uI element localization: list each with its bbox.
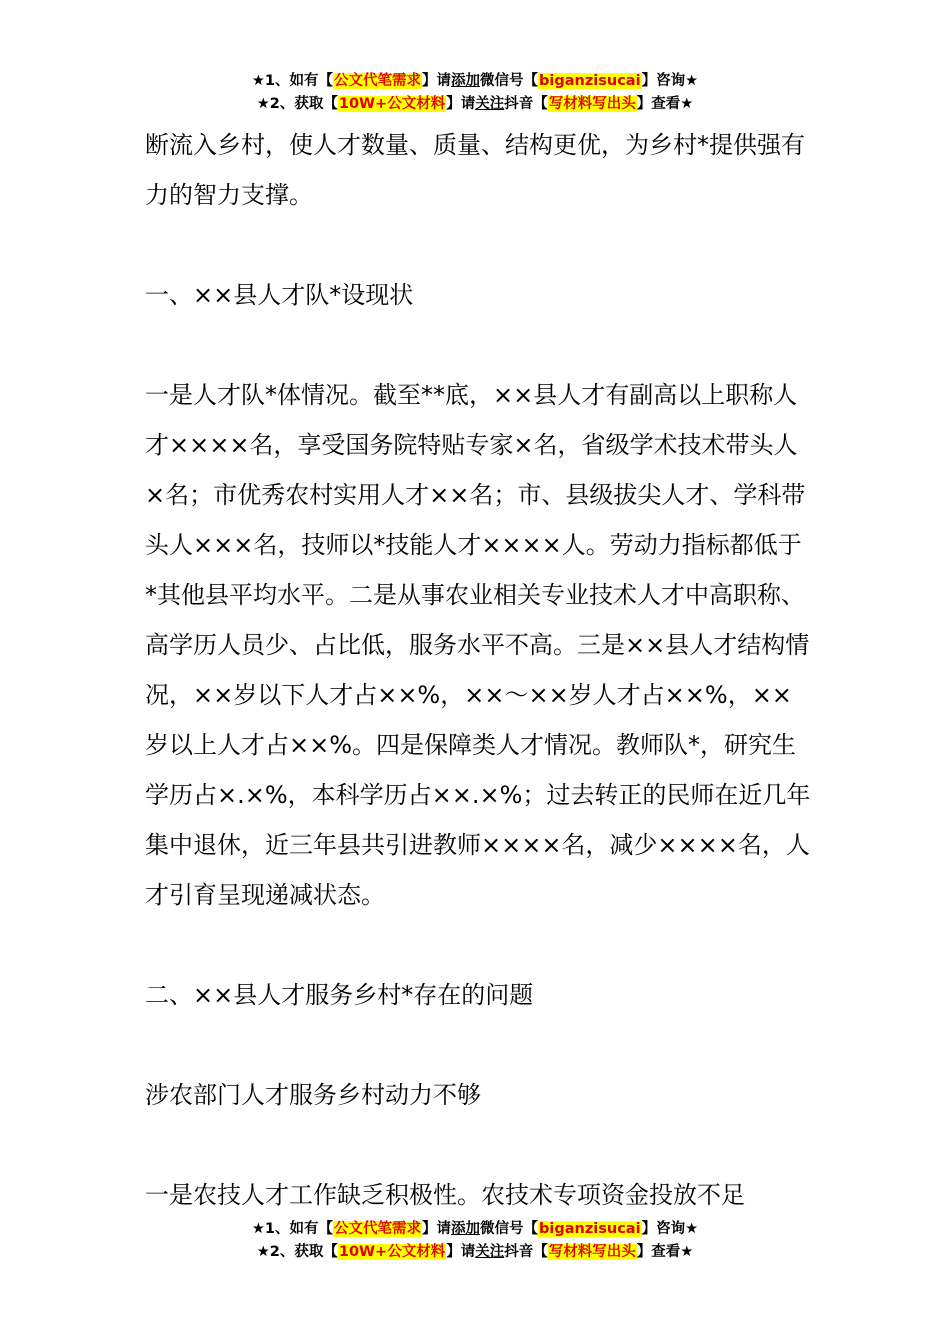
- paragraph-talent-status: 一是人才队*体情况。截至**底，××县人才有副高以上职称人才××××名，享受国务院特贴专家×名，省级学术技术带头人×名；市优秀农村实用人才××名；市、县级拔尖人才、学科带头人×××名，技师以*技能人才××××人。劳动力指标都低于*其他县平均水平。二是从事农业相关专业技术人才中高职称、高学历人员少、占比低，服务水平不高。三是××县人才结构情况，××岁以下人才占××%，××～××岁人才占××%，××岁以上人才占××%。四是保障类人才情况。教师队*，研究生学历占×.×%，本科学历占××.×%；过去转正的民师在近几年集中退休，近三年县共引进教师××××名，减少××××名，人才引育呈现递减状态。: [145, 381, 811, 909]
- sub-heading: 涉农部门人才服务乡村动力不够: [145, 1081, 481, 1109]
- douyin-id: 写材料写出头: [548, 1244, 636, 1260]
- header-banner-line-1: ★1、如有【公文代笔需求】请添加微信号【biganzisucai】咨询★: [251, 73, 699, 89]
- highlight-text: 公文代笔需求: [334, 1221, 422, 1237]
- intro-paragraph: 断流入乡村，使人才数量、质量、结构更优，为乡村*提供强有力的智力支撑。: [145, 131, 805, 209]
- footer-banner: [0, 1218, 950, 1264]
- wechat-id: biganzisucai: [539, 1221, 641, 1237]
- header-banner: [0, 70, 950, 116]
- footer-banner-line-2: ★2、获取【10W+公文材料】请关注抖音【写材料写出头】查看★: [256, 1244, 694, 1260]
- footer-banner-line-1: ★1、如有【公文代笔需求】请添加微信号【biganzisucai】咨询★: [251, 1221, 699, 1237]
- document-body: [145, 120, 813, 1220]
- highlight-text: 公文代笔需求: [334, 73, 422, 89]
- header-banner-line-2: ★2、获取【10W+公文材料】请关注抖音【写材料写出头】查看★: [256, 96, 694, 112]
- section-heading-2: 二、××县人才服务乡村*存在的问题: [145, 981, 534, 1009]
- highlight-text: 10W+公文材料: [338, 96, 446, 112]
- wechat-id: biganzisucai: [539, 73, 641, 89]
- section-heading-1: 一、××县人才队*设现状: [145, 281, 414, 309]
- highlight-text: 10W+公文材料: [338, 1244, 446, 1260]
- paragraph-problems: 一是农技人才工作缺乏积极性。农技术专项资金投放不足: [145, 1181, 745, 1209]
- douyin-id: 写材料写出头: [548, 96, 636, 112]
